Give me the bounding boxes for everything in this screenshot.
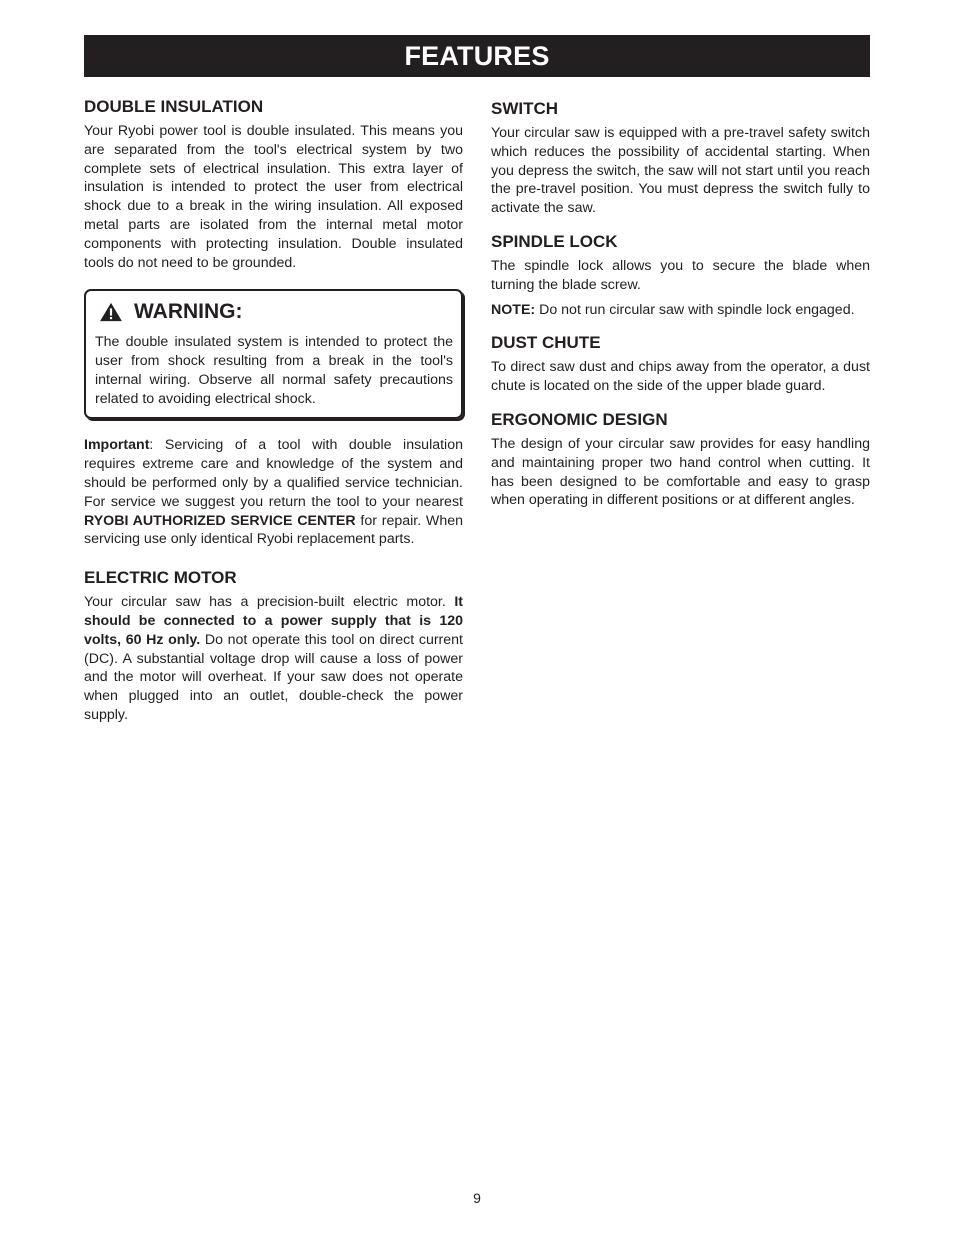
switch-section: [491, 98, 870, 218]
note-label: NOTE:: [491, 301, 536, 318]
switch-heading: SWITCH: [491, 99, 559, 118]
electric-motor-text-before: Your circular saw has a precision-built electric motor.: [84, 594, 455, 611]
service-center-name: RYOBI AUTHORIZED SERVICE CENTER: [84, 512, 356, 529]
spindle-lock-body: The spindle lock allows you to secure the blade when turning the blade screw.: [491, 257, 870, 293]
double-insulation-heading: DOUBLE INSULATION: [84, 97, 264, 116]
important-paragraph: [84, 436, 463, 549]
important-label: Important: [84, 437, 150, 454]
important-text-after: for repair. When servicing use only identical Ryobi replacement parts.: [84, 512, 463, 548]
spindle-lock-heading: SPINDLE LOCK: [491, 231, 618, 251]
electric-motor-text-after: Do not operate this tool on direct current (DC). A substantial voltage drop will cause a loss of power and the motor will overheat. If your saw does not operate when plugged into an outlet, double-check the power supply.: [84, 631, 464, 723]
electric-motor-heading: ELECTRIC MOTOR: [84, 568, 237, 588]
page-title-banner: FEATURES: [84, 35, 870, 77]
note-text: Do not run circular saw with spindle lock engaged.: [535, 301, 855, 318]
warning-box: [84, 289, 463, 419]
dust-chute-body: To direct saw dust and chips away from the operator, a dust chute is located on the side of the upper blade guard.: [491, 359, 870, 395]
spindle-lock-section: [491, 231, 870, 319]
page-number: 9: [473, 1190, 481, 1206]
ergonomic-design-heading: ERGONOMIC DESIGN: [491, 409, 668, 429]
electric-motor-body: [84, 593, 463, 725]
right-column: [491, 98, 870, 523]
important-section: [84, 436, 463, 549]
warning-body: The double insulated system is intended to protect the user from shock resulting from a break in the tool's internal wiring. Observe all normal safety precautions related to avoiding electrical shock.: [95, 334, 453, 408]
warning-title: WARNING:: [134, 300, 243, 324]
double-insulation-body: Your Ryobi power tool is double insulated. This means you are separated from the tool's electrical system by two complete sets of electrical insulation. This extra layer of insulation is intended to protect the user from electrical shock due to a break in the wiring insulation. All exposed metal parts are isolated from the internal metal motor components with protecting insulation. Double insulated tools do not need to be grounded.: [84, 123, 463, 271]
double-insulation-section: [84, 96, 463, 272]
warning-triangle-icon: [98, 302, 124, 322]
spindle-lock-note: [491, 301, 870, 320]
ergonomic-design-body: The design of your circular saw provides for easy handling and maintaining proper two hand control when cutting. It has been designed to be comfortable and easy to grasp when operating in different positions or at different angles.: [491, 435, 870, 509]
dust-chute-section: [491, 332, 870, 396]
electric-motor-section: [84, 567, 463, 725]
important-text-before: : Servicing of a tool with double insulation requires extreme care and knowledge of the system and should be performed only by a qualified service technician. For service we suggest you return the tool to your nearest: [84, 437, 463, 510]
dust-chute-heading: DUST CHUTE: [491, 333, 601, 353]
switch-body: Your circular saw is equipped with a pre-travel safety switch which reduces the possibility of accidental starting. When you depress the switch, the saw will not start until you reach the pre-travel position. You must depress the switch fully to activate the saw.: [491, 125, 870, 217]
ergonomic-design-section: [491, 409, 870, 510]
electric-motor-bold-text: It should be connected to a power supply that is 120 volts, 60 Hz only.: [84, 594, 463, 648]
warning-header: [95, 299, 453, 325]
left-column: [84, 96, 463, 738]
